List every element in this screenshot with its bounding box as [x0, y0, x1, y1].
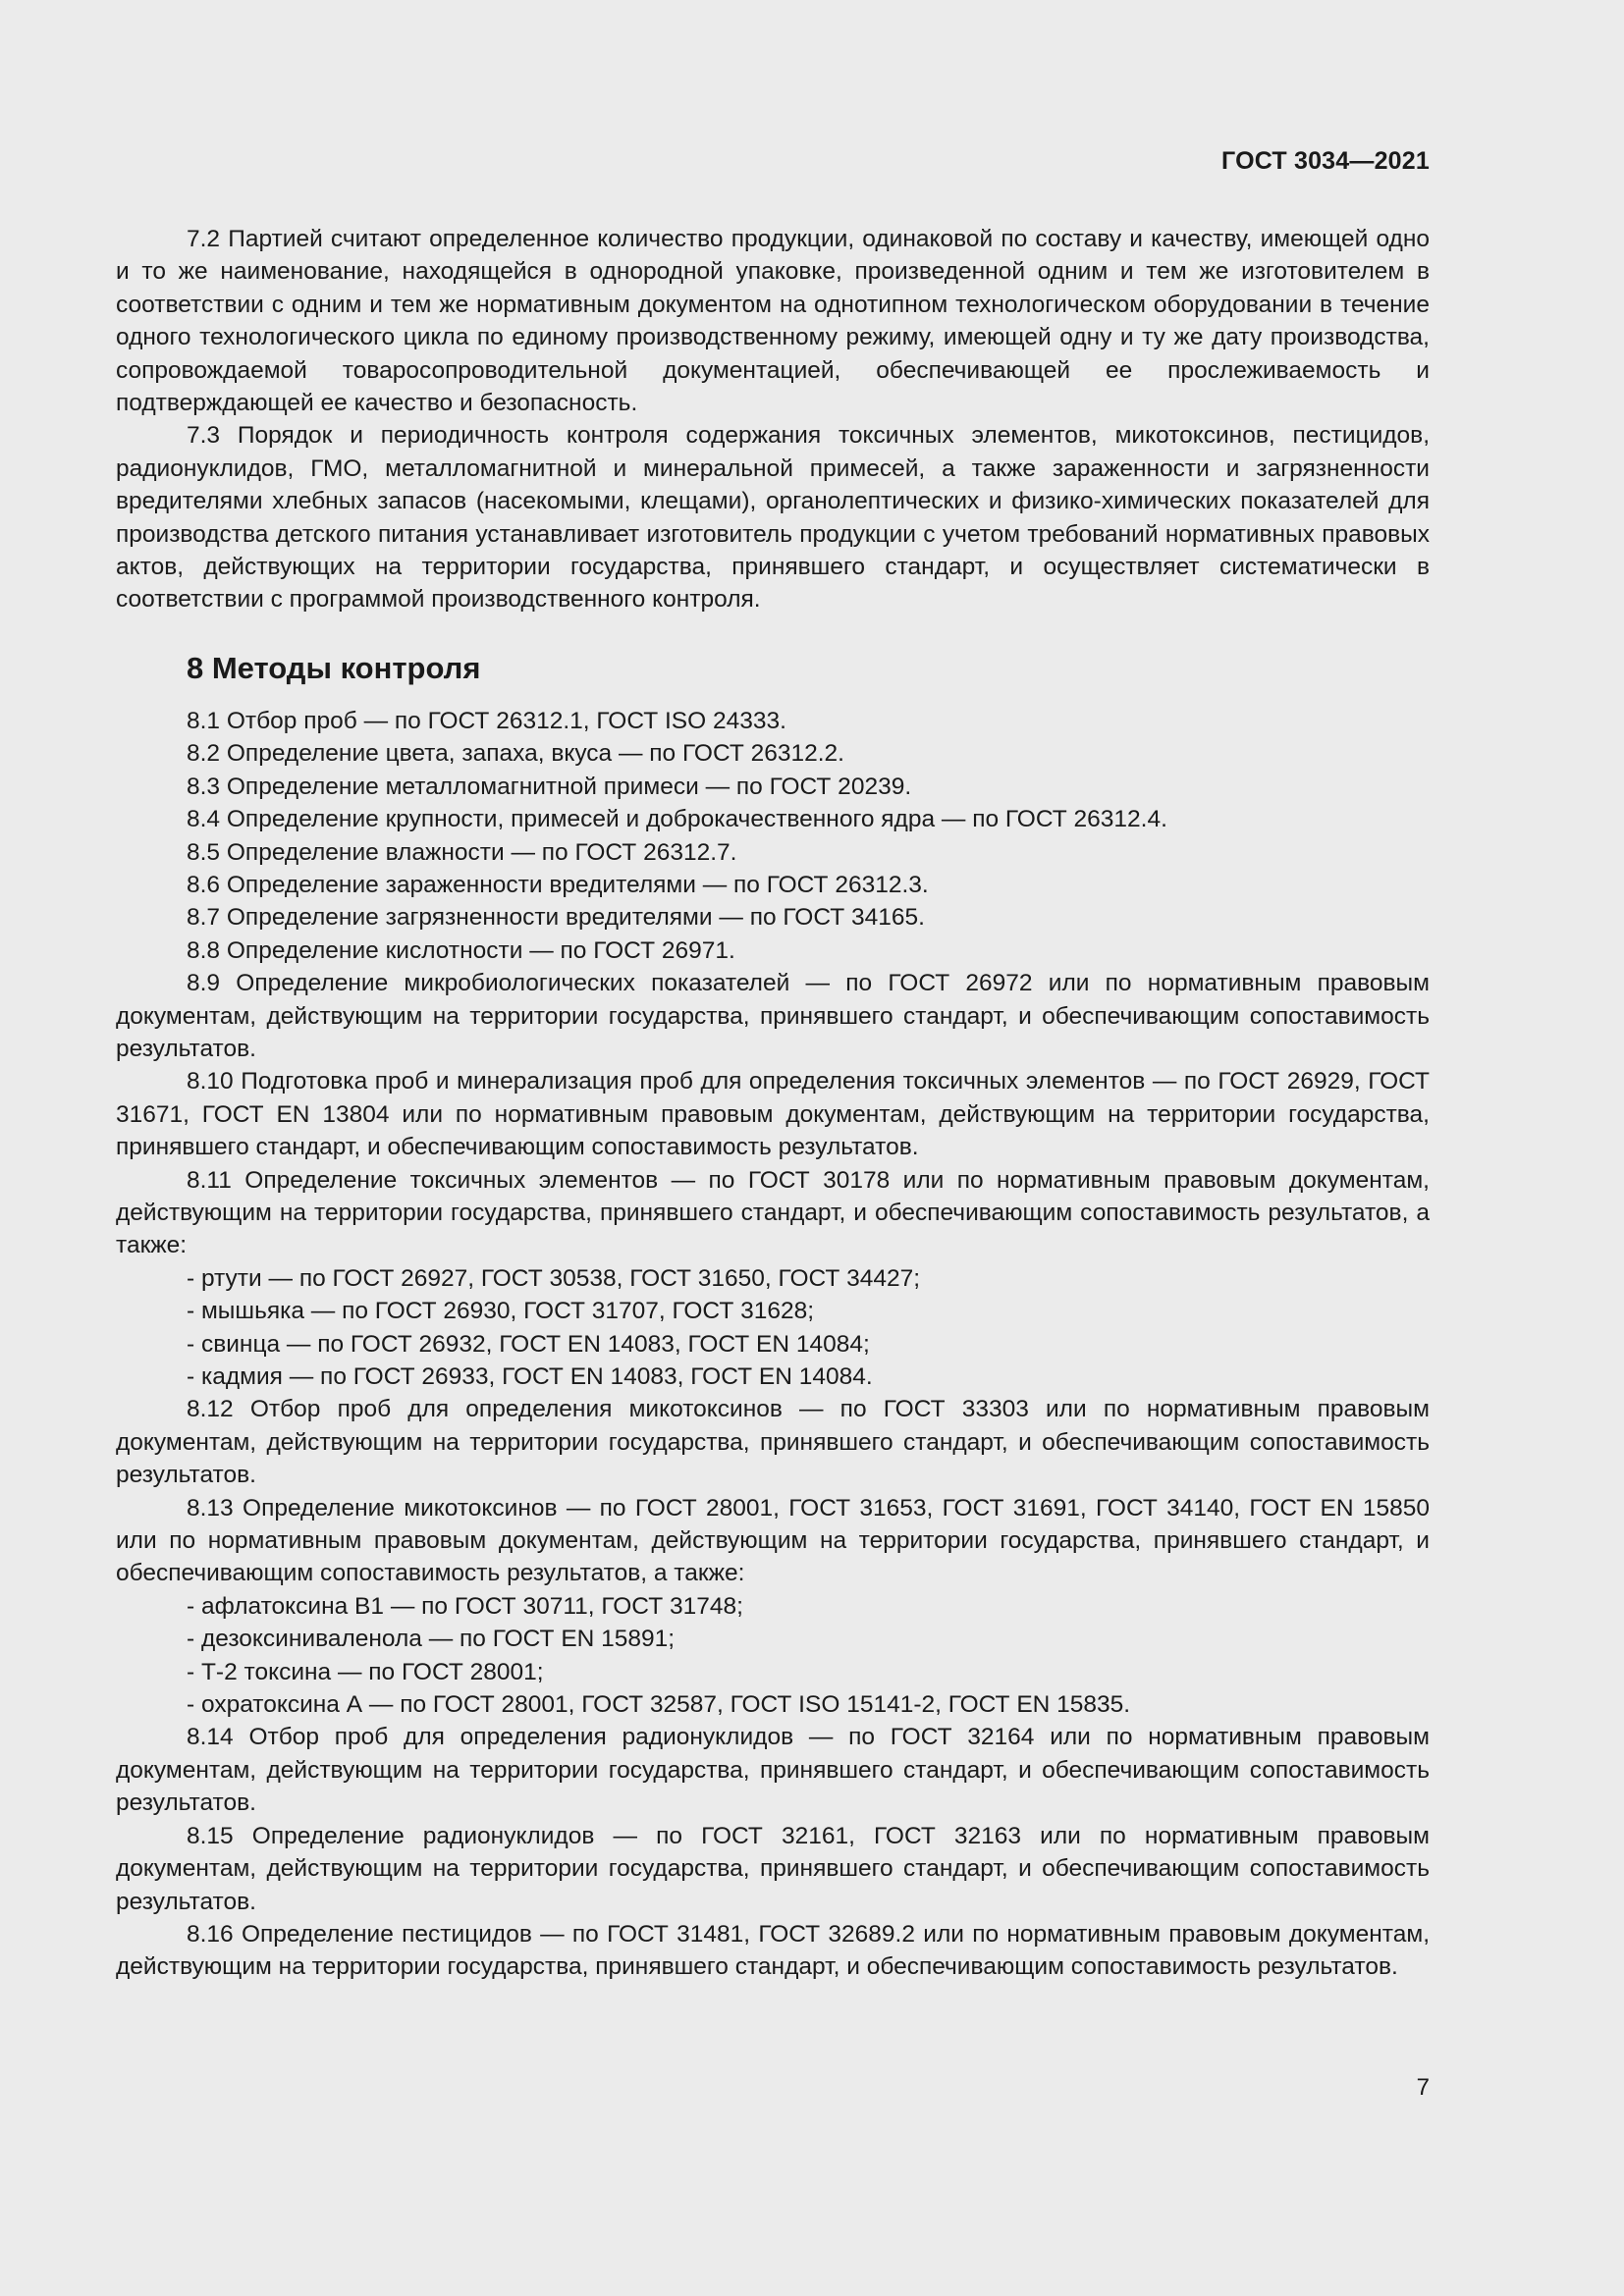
- section-8-heading: 8 Методы контроля: [187, 650, 481, 685]
- paragraph-8-13: 8.13 Определение микотоксинов — по ГОСТ 28001, ГОСТ 31653, ГОСТ 31691, ГОСТ 34140, ГОСТ EN 15850 или по нормативным правовым документам, действующим на территории государства, принявшего стандарт, и обеспечивающим сопоставимость результатов, а также:: [116, 1494, 1430, 1587]
- list-item-deoxynivalenol: - дезоксиниваленола — по ГОСТ EN 15891;: [187, 1626, 676, 1653]
- paragraph-8-10: 8.10 Подготовка проб и минерализация проб для определения токсичных элементов — по ГОСТ 26929, ГОСТ 31671, ГОСТ EN 13804 или по нормативным правовым документам, действующим на территории государства, принявшего стандарт, и обеспечивающим сопоставимость результатов.: [116, 1068, 1430, 1161]
- list-item-aflatoxin: - афлатоксина B1 — по ГОСТ 30711, ГОСТ 31748;: [187, 1592, 743, 1620]
- paragraph-8-14: 8.14 Отбор проб для определения радионуклидов — по ГОСТ 32164 или по нормативным правовым документам, действующим на территории государства, принявшего стандарт, и обеспечивающим сопоставимость результатов.: [116, 1724, 1430, 1817]
- list-item-lead: - свинца — по ГОСТ 26932, ГОСТ EN 14083, ГОСТ EN 14084;: [187, 1330, 870, 1358]
- paragraph-8-3: 8.3 Определение металломагнитной примеси — по ГОСТ 20239.: [187, 773, 912, 800]
- paragraph-7-3: 7.3 Порядок и периодичность контроля содержания токсичных элементов, микотоксинов, пестицидов, радионуклидов, ГМО, металломагнитной и минеральной примесей, а также зараженности и загрязненности вредителями хлебных запасов (насекомыми, клещами), органолептических и физико-химических показателей для производства детского питания устанавливает изготовитель продукции с учетом требований нормативных правовых актов, действующих на территории государства, принявшего стандарт, и осуществляет систематически в соответствии с программой производственного контроля.: [116, 422, 1430, 614]
- paragraph-8-12: 8.12 Отбор проб для определения микотоксинов — по ГОСТ 33303 или по нормативным правовым документам, действующим на территории государства, принявшего стандарт, и обеспечивающим сопоставимость результатов.: [116, 1396, 1430, 1489]
- paragraph-8-7: 8.7 Определение загрязненности вредителями — по ГОСТ 34165.: [187, 904, 925, 932]
- paragraph-8-9: 8.9 Определение микробиологических показателей — по ГОСТ 26972 или по нормативным правовым документам, действующим на территории государства, принявшего стандарт, и обеспечивающим сопоставимость результатов.: [116, 970, 1430, 1062]
- paragraph-7-2: 7.2 Партией считают определенное количество продукции, одинаковой по составу и качеству, имеющей одно и то же наименование, находящейся в однородной упаковке, произведенной одним и тем же изготовителем в соответствии с одним и тем же нормативным документом на однотипном технологическом оборудовании в течение одного технологического цикла по единому производственному режиму, имеющей одну и ту же дату производства, сопровождаемой товаросопроводительной документацией, обеспечивающей ее прослеживаемость и подтверждающей ее качество и безопасность.: [116, 226, 1430, 417]
- paragraph-8-8: 8.8 Определение кислотности — по ГОСТ 26971.: [187, 936, 735, 964]
- paragraph-8-16: 8.16 Определение пестицидов — по ГОСТ 31481, ГОСТ 32689.2 или по нормативным правовым документам, действующим на территории государства, принявшего стандарт, и обеспечивающим сопоставимость результатов.: [116, 1920, 1430, 1981]
- paragraph-8-6: 8.6 Определение зараженности вредителями — по ГОСТ 26312.3.: [187, 871, 929, 898]
- list-item-ochratoxin: - охратоксина А — по ГОСТ 28001, ГОСТ 32587, ГОСТ ISO 15141-2, ГОСТ EN 15835.: [187, 1691, 1131, 1719]
- paragraph-8-11: 8.11 Определение токсичных элементов — по ГОСТ 30178 или по нормативным правовым документам, действующим на территории государства, принявшего стандарт, и обеспечивающим сопоставимость результатов, а также:: [116, 1166, 1430, 1259]
- document-id-header: ГОСТ 3034—2021: [1221, 147, 1430, 175]
- list-item-mercury: - ртути — по ГОСТ 26927, ГОСТ 30538, ГОСТ 31650, ГОСТ 34427;: [187, 1264, 921, 1292]
- paragraph-8-4: 8.4 Определение крупности, примесей и доброкачественного ядра — по ГОСТ 26312.4.: [187, 806, 1167, 833]
- page-number: 7: [1416, 2074, 1430, 2101]
- paragraph-8-2: 8.2 Определение цвета, запаха, вкуса — по ГОСТ 26312.2.: [187, 740, 844, 768]
- list-item-t2-toxin: - Т-2 токсина — по ГОСТ 28001;: [187, 1658, 544, 1685]
- paragraph-8-1: 8.1 Отбор проб — по ГОСТ 26312.1, ГОСТ ISO 24333.: [187, 707, 786, 734]
- page-content: [116, 223, 1430, 1984]
- list-item-cadmium: - кадмия — по ГОСТ 26933, ГОСТ EN 14083, ГОСТ EN 14084.: [187, 1363, 873, 1390]
- paragraph-8-15: 8.15 Определение радионуклидов — по ГОСТ 32161, ГОСТ 32163 или по нормативным правовым документам, действующим на территории государства, принявшего стандарт, и обеспечивающим сопоставимость результатов.: [116, 1822, 1430, 1915]
- list-item-arsenic: - мышьяка — по ГОСТ 26930, ГОСТ 31707, ГОСТ 31628;: [187, 1298, 815, 1325]
- paragraph-8-5: 8.5 Определение влажности — по ГОСТ 26312.7.: [187, 838, 737, 866]
